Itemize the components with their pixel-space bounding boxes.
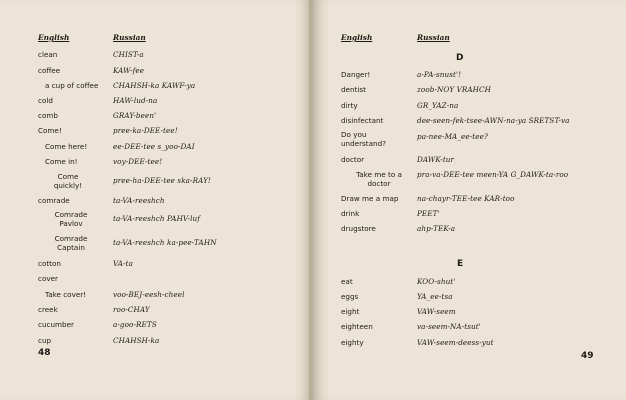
entry-russian: CHAHSH-ka [113, 336, 160, 345]
right-page [313, 0, 626, 400]
entry-english: eight [341, 307, 360, 316]
entry-russian: ta-VA-reeshch [113, 196, 165, 205]
entry-english: comb [38, 111, 58, 120]
entry-russian: roo-CHAY [113, 305, 150, 314]
entry-english: dirty [341, 101, 358, 110]
entry-russian: YA_ee-tsa [417, 292, 453, 301]
entry-russian: KAW-fee [113, 66, 145, 75]
entry-russian: voo-BEJ-eesh-cheel [113, 290, 185, 299]
entry-russian: HAW-lud-na [113, 96, 158, 105]
entry-english: disinfectant [341, 116, 384, 125]
entry-russian: a-goo-RETS [113, 320, 157, 329]
entry-english: drink [341, 209, 360, 218]
entry-russian: GRAY-been' [113, 111, 157, 120]
entry-english: Do you understand? [341, 130, 386, 148]
entry-english: a cup of coffee [45, 81, 99, 90]
entry-english: Comrade Captain [54, 234, 88, 252]
entry-russian: na-chayr-TEE-tee KAR-too [417, 194, 515, 203]
entry-english: Take me to a doctor [356, 170, 402, 188]
entry-russian: va-seem-NA-tsut' [417, 322, 481, 331]
entry-russian: ahp-TEK-a [417, 224, 456, 233]
entry-russian: pree-ka-DEE-tee! [113, 126, 178, 135]
section-letter-e: E [457, 259, 464, 269]
entry-english: Danger! [341, 70, 371, 79]
entry-english: Come in! [45, 157, 78, 166]
page-number: 49 [581, 351, 594, 361]
left-page [0, 0, 311, 400]
entry-russian: DAWK-tur [417, 155, 455, 164]
entry-english: Come quickly! [53, 172, 83, 190]
entry-english: coffee [38, 66, 61, 75]
entry-english: eat [341, 277, 353, 286]
entry-english: dentist [341, 85, 366, 94]
entry-russian: VA-ta [113, 259, 133, 268]
entry-english: cold [38, 96, 53, 105]
entry-russian: a-PA-snust'! [417, 70, 462, 79]
entry-english: eighty [341, 338, 364, 347]
entry-english: cotton [38, 259, 61, 268]
entry-english: doctor [341, 155, 365, 164]
entry-english: Comrade Pavlov [54, 210, 88, 228]
entry-english: drugstore [341, 224, 376, 233]
entry-english: Come here! [45, 142, 88, 151]
entry-russian: KOO-shut' [417, 277, 456, 286]
entry-english: clean [38, 50, 58, 59]
entry-english: cup [38, 336, 52, 345]
entry-english: Draw me a map [341, 194, 399, 203]
entry-russian: ee-DEE-tee s_yoo-DAI [113, 142, 195, 151]
entry-russian: pree-ha-DEE-tee ska-RAY! [113, 176, 211, 185]
right-col-russian-header: Russian [417, 33, 450, 42]
section-letter-d: D [456, 53, 464, 63]
entry-english: cucumber [38, 320, 74, 329]
entry-russian: dee-seen-fek-tsee-AWN-na-ya SRETST-va [417, 116, 570, 125]
entry-russian: pa-nee-MA_ee-tee? [417, 132, 488, 141]
entry-russian: zoob-NOY VRAHCH [417, 85, 492, 94]
page-number: 48 [38, 348, 51, 358]
entry-russian: VAW-seem [417, 307, 456, 316]
entry-russian: voy-DEE-tee! [113, 157, 163, 166]
entry-russian: ta-VA-reeshch PAHV-luf [113, 214, 200, 223]
entry-russian: CHAHSH-ka KAWF-ya [113, 81, 196, 90]
right-col-english-header: English [341, 33, 373, 42]
entry-english: eighteen [341, 322, 373, 331]
entry-english: Take cover! [45, 290, 87, 299]
entry-english: creek [38, 305, 58, 314]
left-col-russian-header: Russian [113, 33, 146, 42]
entry-russian: VAW-seem-deess-yut [417, 338, 494, 347]
entry-russian: CHIST-a [113, 50, 144, 59]
entry-russian: GR_YAZ-na [417, 101, 459, 110]
entry-english: eggs [341, 292, 359, 301]
entry-english: comrade [38, 196, 70, 205]
entry-english: Come! [38, 126, 62, 135]
entry-russian: ta-VA-reeshch ka-pee-TAHN [113, 238, 217, 247]
left-col-english-header: English [38, 33, 70, 42]
entry-russian: PEET' [417, 209, 440, 218]
entry-english: cover [38, 274, 58, 283]
entry-russian: pra-va-DEE-tee meen-YA G_DAWK-ta-roo [417, 170, 569, 179]
